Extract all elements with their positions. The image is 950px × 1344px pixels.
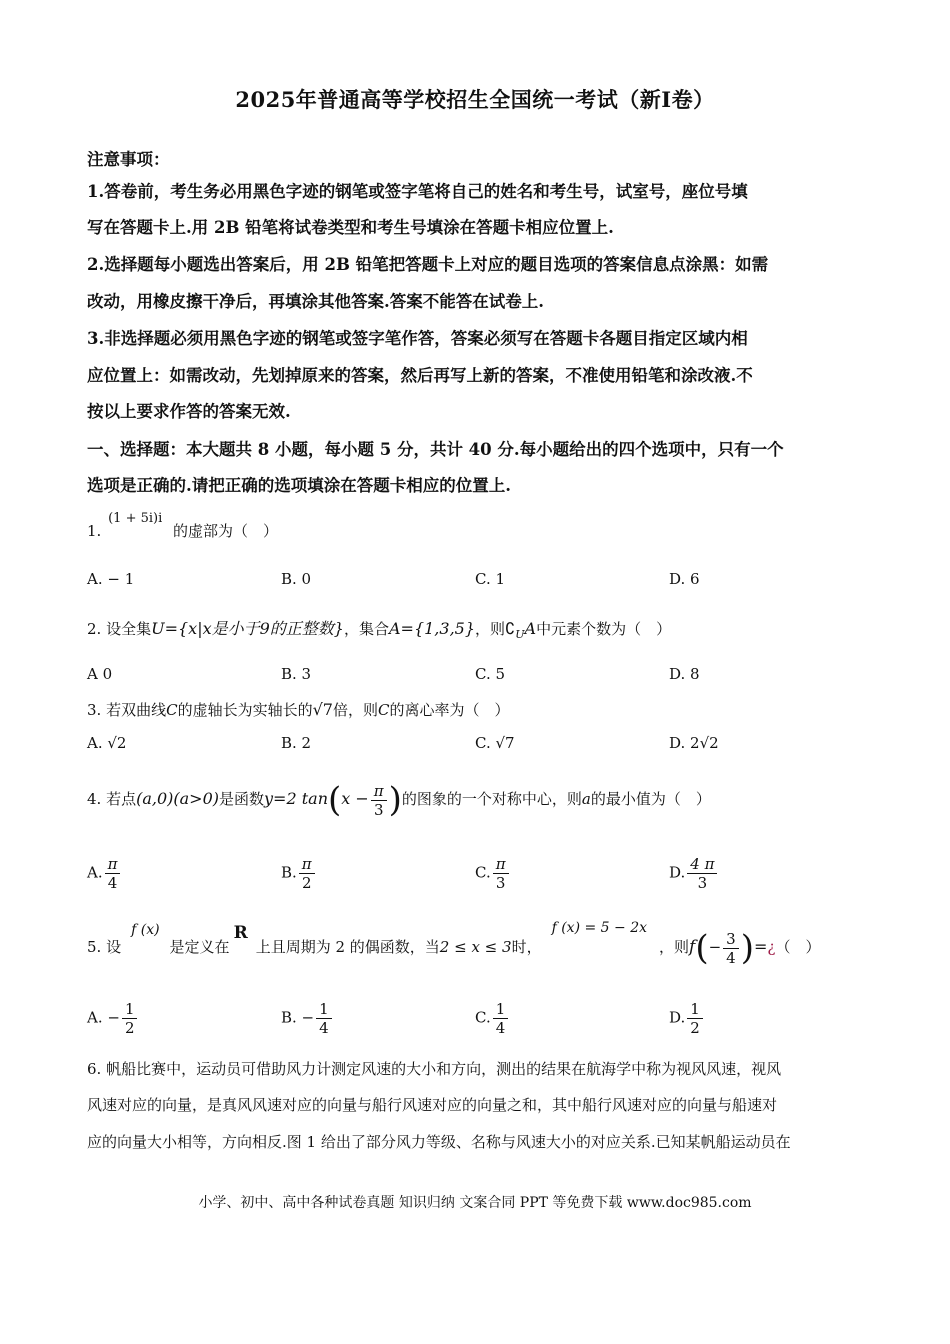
q5-option-c-num: 1 <box>493 1000 509 1019</box>
q4-post-1: 的图象的一个对称中心，则 <box>401 790 582 808</box>
q5-fraction <box>723 930 739 967</box>
q5-fx: f (x) <box>131 922 160 938</box>
notice-item-2-line-2: 改动，用橡皮擦干净后，再填涂其他答案.答案不能答在试卷上. <box>87 292 544 311</box>
q1-option-b: B. 0 <box>281 570 312 588</box>
q4-option-a-frac <box>105 855 121 892</box>
q4-option-b-num: π <box>299 855 315 874</box>
section-1-line-2: 选项是正确的.请把正确的选项填涂在答题卡相应的位置上. <box>87 476 511 495</box>
q4-option-b-label: B. <box>281 863 297 882</box>
q5-mid-4: ，则 <box>659 938 690 956</box>
question-5 <box>87 920 821 968</box>
question-3 <box>87 699 509 720</box>
question-1 <box>87 511 279 541</box>
q4-option-a-label: A. <box>87 863 103 882</box>
notice-item-3-line-1: 3.非选择题必须用黑色字迹的钢笔或签字笔作答，答案必须写在答题卡各题目指定区域内相 <box>87 329 748 348</box>
page-title: 2025年普通高等学校招生全国统一考试（新Ⅰ卷） <box>235 87 715 112</box>
q5-option-b-frac <box>316 1000 332 1037</box>
question-6-line-3: 应的向量大小相等，方向相反.图 1 给出了部分风力等级、名称与风速大小的对应关系.已知某帆船运动员在 <box>87 1133 791 1151</box>
q3-option-b: B. 2 <box>281 734 312 752</box>
q5-option-a-num: 1 <box>122 1000 138 1019</box>
notice-item-2-line-1: 2.选择题每小题选出答案后，用 2B 铅笔把答题卡上对应的题目选项的答案信息点涂黑：如需 <box>87 255 769 274</box>
q4-option-b-frac <box>299 855 315 892</box>
question-4 <box>87 780 711 820</box>
q5-mid-1: 是定义在 <box>169 938 230 956</box>
q4-option-b <box>281 855 317 892</box>
section-1-line-1: 一、选择题：本大题共 8 小题，每小题 5 分，共计 40 分.每小题给出的四个选项中，只有一个 <box>87 440 784 459</box>
q3-mid-2: 倍，则 <box>332 701 378 719</box>
q5-fraction-den: 4 <box>726 948 736 967</box>
q5-eq: = <box>753 937 768 956</box>
question-2 <box>87 616 671 641</box>
q5-option-a <box>87 1000 139 1037</box>
q3-mid: 的虚轴长为实轴长的 <box>177 701 313 719</box>
q5-option-b-label: B. − <box>281 1008 315 1027</box>
q2-post-1: ，则 <box>475 620 506 638</box>
q3-prefix: 3. 若双曲线 <box>87 701 167 719</box>
q4-point: (a,0)(a>0) <box>136 789 219 808</box>
q4-mid: 是函数 <box>219 790 265 808</box>
q1-number: 1. <box>87 522 102 540</box>
q4-func-x: x − <box>341 789 369 808</box>
notice-item-3-line-3: 按以上要求作答的答案无效. <box>87 402 291 421</box>
q3-root: √7 <box>312 700 333 719</box>
q4-option-d-frac <box>687 855 717 892</box>
q2-mid: ，集合 <box>343 620 389 638</box>
q5-mid-2: 上且周期为 2 的偶函数，当 <box>255 938 440 956</box>
q3-var-c: C <box>166 701 178 719</box>
q2-set-a: A={1,3,5} <box>388 619 476 638</box>
q5-f: f <box>689 937 696 957</box>
q5-neg: − <box>708 938 722 956</box>
q4-option-c-label: C. <box>475 863 491 882</box>
q2-option-c: C. 5 <box>475 665 506 683</box>
q4-func: y=2 tan <box>264 789 328 808</box>
q4-paren-close: ) <box>388 780 402 820</box>
q4-option-a-num: π <box>105 855 121 874</box>
page-footer: 小学、初中、高中各种试卷真题 知识归纳 文案合同 PPT 等免费下载 www.doc985.com <box>198 1195 752 1211</box>
q5-option-c-den: 4 <box>495 1019 506 1037</box>
q2-prefix: 2. 设全集 <box>87 620 152 638</box>
q5-real-set: R <box>233 923 248 943</box>
q2-option-a: A 0 <box>87 665 113 683</box>
q3-option-c: C. √7 <box>475 734 515 752</box>
q1-option-c: C. 1 <box>475 570 506 588</box>
q5-option-c-label: C. <box>475 1008 491 1027</box>
q2-complement-symbol: ∁ <box>505 619 516 638</box>
q5-option-b-num: 1 <box>316 1000 332 1019</box>
q2-option-d: D. 8 <box>669 665 700 683</box>
q5-option-d-frac <box>687 1000 703 1037</box>
q4-option-d <box>669 855 719 892</box>
q5-option-d-den: 2 <box>690 1019 700 1037</box>
q5-option-b-den: 4 <box>319 1019 329 1037</box>
q5-option-b <box>281 1000 334 1037</box>
q5-option-a-label: A. − <box>87 1008 120 1027</box>
q3-post: 的离心率为（ ） <box>389 701 510 719</box>
q5-post: （ ） <box>775 938 821 956</box>
q5-paren-open: ( <box>695 928 709 968</box>
q5-option-d-label: D. <box>669 1008 686 1027</box>
q4-post-2: 的最小值为（ ） <box>590 790 711 808</box>
q4-option-d-label: D. <box>669 863 686 882</box>
q4-paren-open: ( <box>328 780 342 820</box>
q5-paren-close: ) <box>740 928 754 968</box>
notice-item-3-line-2: 应位置上：如需改动，先划掉原来的答案，然后再写上新的答案，不准使用铅笔和涂改液.不 <box>87 366 753 385</box>
q1-text: 的虚部为（ ） <box>173 522 279 540</box>
q4-option-c-den: 3 <box>495 874 506 892</box>
q5-option-c-frac <box>493 1000 509 1037</box>
q5-option-a-den: 2 <box>124 1019 135 1037</box>
question-6-line-1: 6. 帆船比赛中，运动员可借助风力计测定风速的大小和方向，测出的结果在航海学中称为视风风速，视风 <box>87 1060 782 1078</box>
q1-expression: (1 + 5i)i <box>108 511 163 526</box>
q4-option-c <box>475 855 511 892</box>
q5-option-a-frac <box>122 1000 138 1037</box>
q2-option-b: B. 3 <box>281 665 312 683</box>
q4-fraction-num: π <box>371 782 387 801</box>
q1-option-a: A. − 1 <box>87 570 135 588</box>
q3-option-d: D. 2√2 <box>669 734 719 752</box>
q4-var-a: a <box>581 790 591 808</box>
q2-var-a: A <box>524 619 537 638</box>
q4-option-d-num: 4 π <box>687 855 717 874</box>
q4-fraction-den: 3 <box>373 800 384 819</box>
q5-inverted-question: ¿ <box>767 938 776 956</box>
q4-option-c-num: π <box>493 855 509 874</box>
q5-option-c <box>475 1000 510 1037</box>
q5-mid-3: 时， <box>511 938 542 956</box>
q4-option-d-den: 3 <box>697 874 708 892</box>
q5-fraction-num: 3 <box>723 930 739 949</box>
q2-set-u: U={x|x是小于9的正整数} <box>151 619 344 638</box>
q5-range: 2 ≤ x ≤ 3 <box>439 938 512 956</box>
q4-option-a <box>87 855 122 892</box>
q5-prefix: 5. 设 <box>87 938 122 956</box>
q1-option-d: D. 6 <box>669 570 700 588</box>
q4-fraction <box>371 782 387 819</box>
notice-item-1-line-2: 写在答题卡上.用 2B 铅笔将试卷类型和考生号填涂在答题卡相应位置上. <box>87 218 614 237</box>
q4-option-a-den: 4 <box>107 874 118 892</box>
question-6-line-2: 风速对应的向量，是真风风速对应的向量与船行风速对应的向量之和，其中船行风速对应的向量与船速对 <box>87 1096 778 1114</box>
q5-option-d-num: 1 <box>687 1000 703 1019</box>
notice-item-1-line-1: 1.答卷前，考生务必用黑色字迹的钢笔或签字笔将自己的姓名和考生号，试室号，座位号填 <box>87 182 748 201</box>
notice-heading: 注意事项： <box>87 150 170 169</box>
q2-post-2: 中元素个数为（ ） <box>536 620 672 638</box>
q4-prefix: 4. 若点 <box>87 790 137 808</box>
q5-option-d <box>669 1000 705 1037</box>
q2-complement-sub: U <box>515 628 525 641</box>
q5-function-def: f (x) = 5 − 2x <box>551 920 648 936</box>
q3-var-c-2: C <box>377 701 390 719</box>
q4-option-c-frac <box>493 855 509 892</box>
q3-option-a: A. √2 <box>87 734 127 752</box>
q4-option-b-den: 2 <box>301 874 312 892</box>
